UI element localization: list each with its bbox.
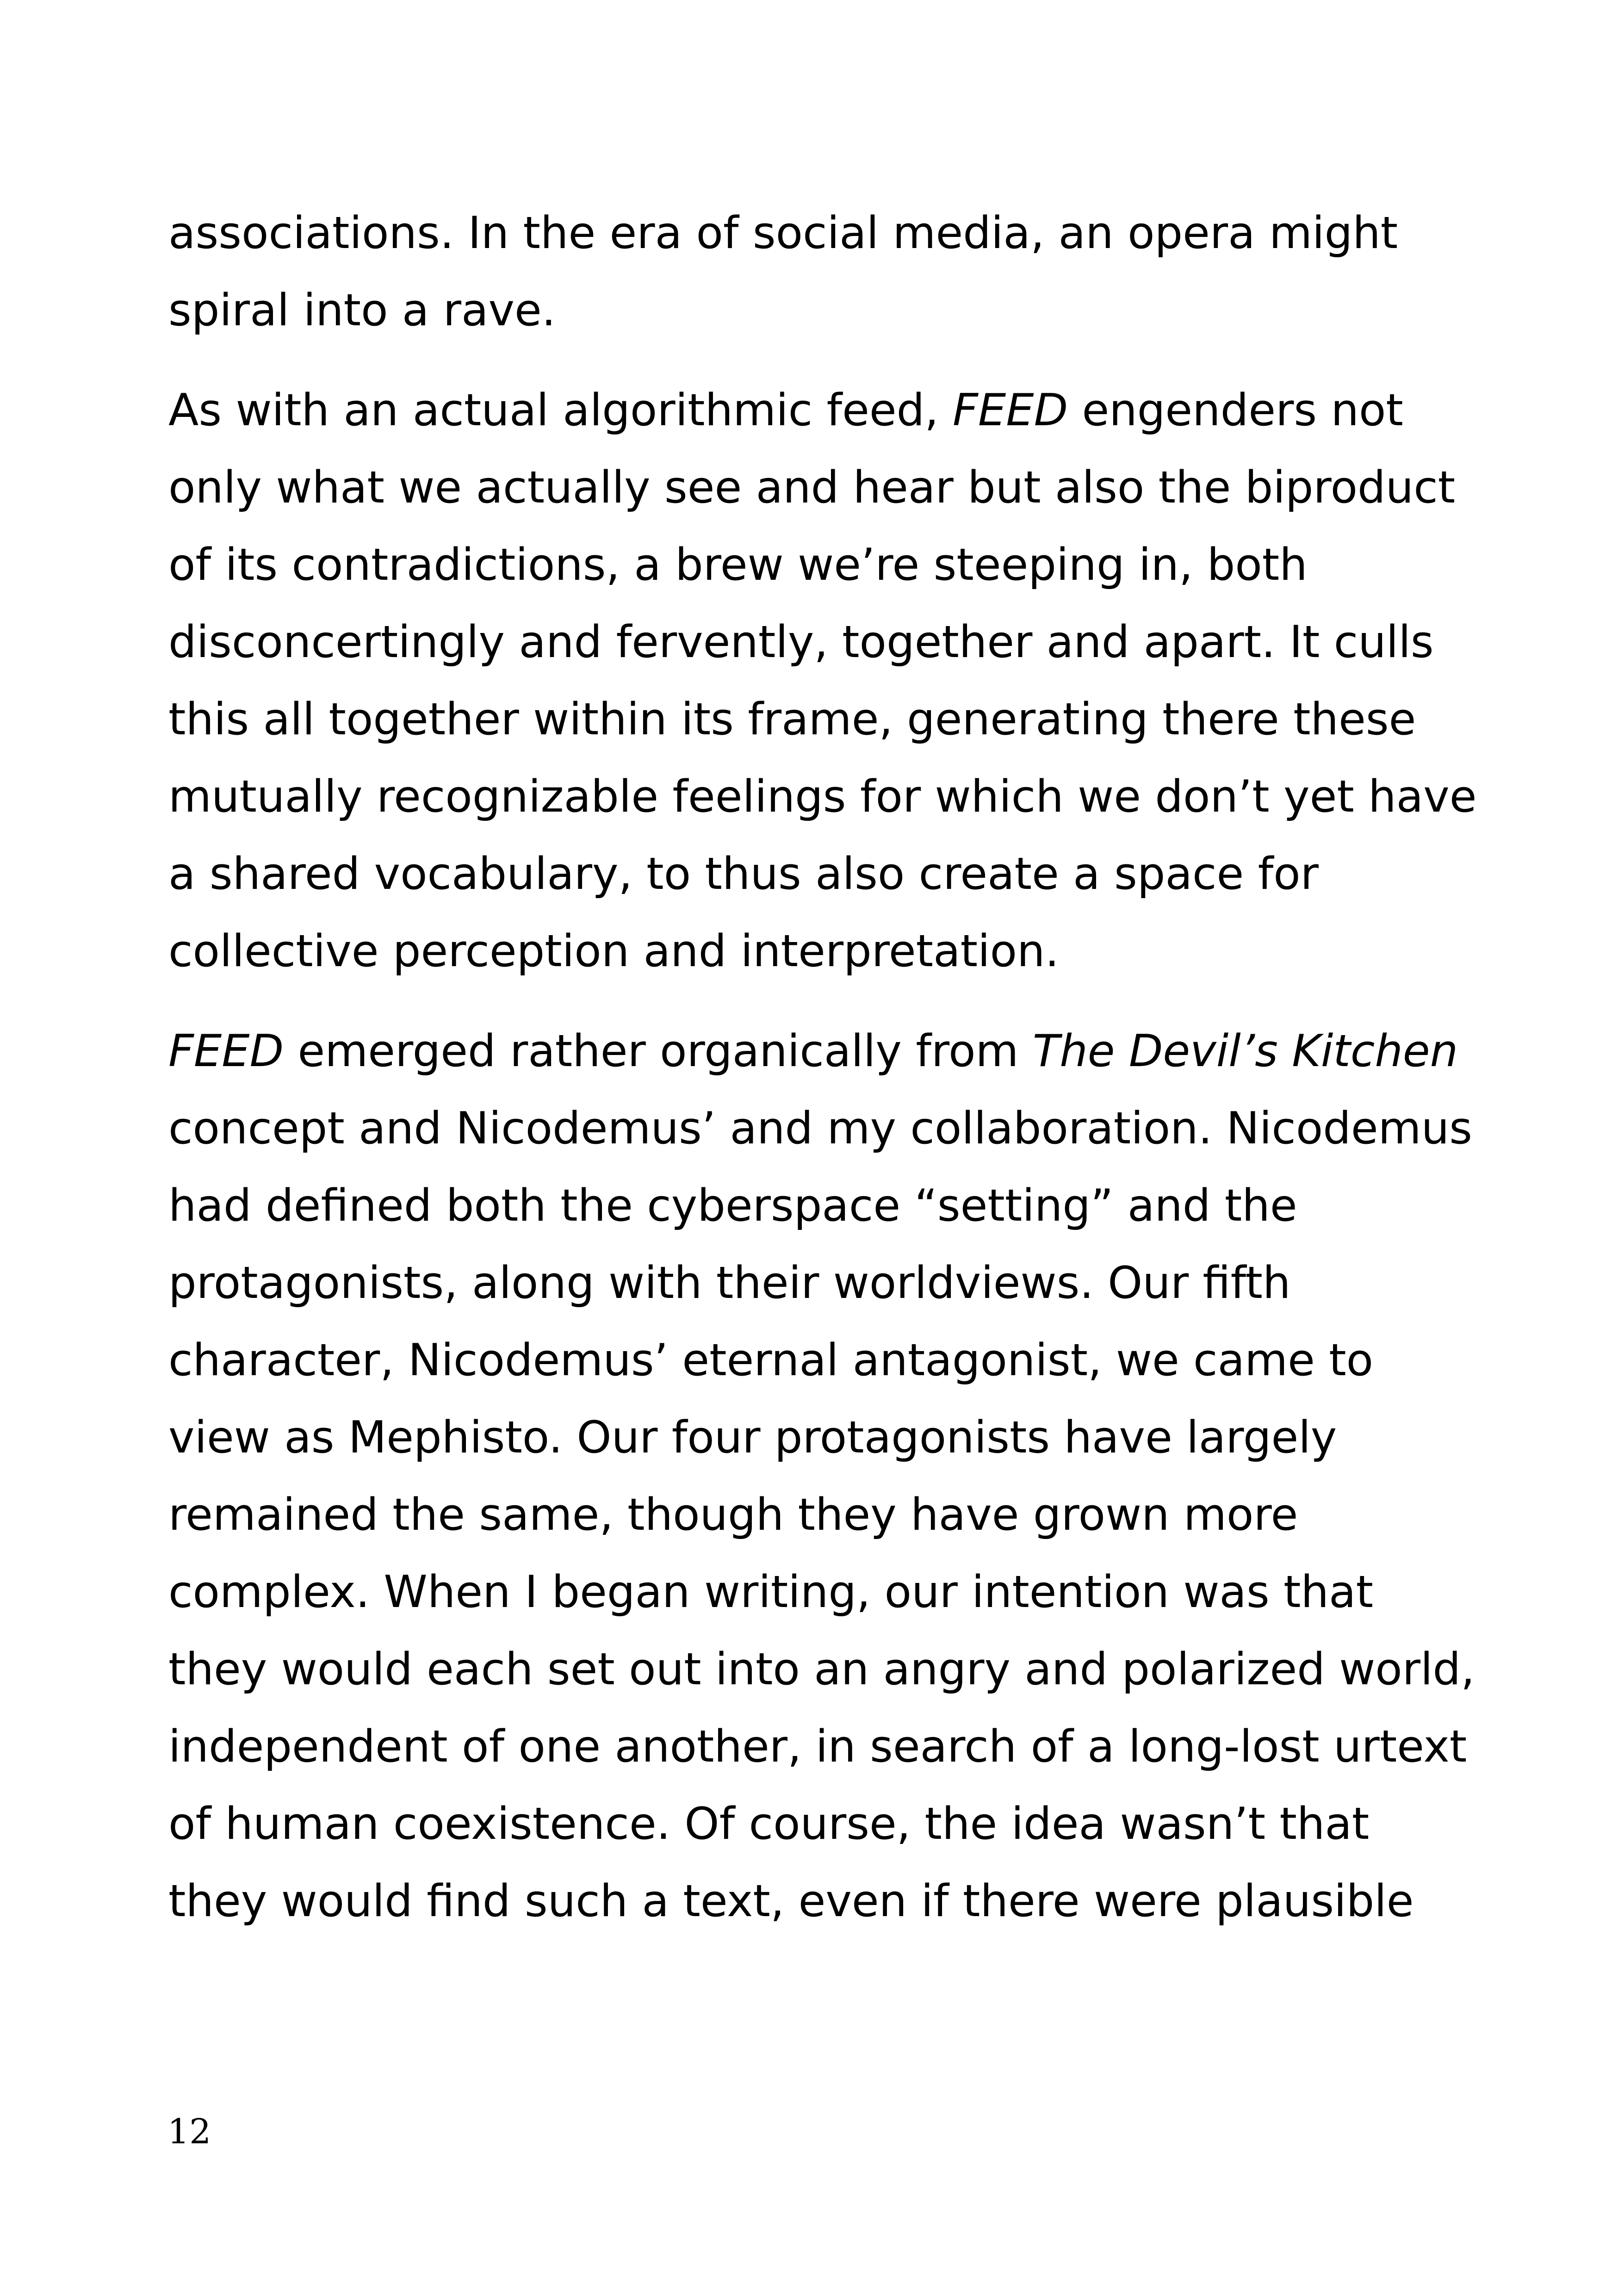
text-segment: this all together within its frame, generating there these (168, 693, 1416, 745)
text-segment: As with an actual algorithmic feed, (168, 384, 953, 436)
text-segment: mutually recognizable feelings for which we don’t yet have (168, 770, 1477, 822)
text-line (168, 1553, 1464, 1631)
text-line (168, 1322, 1464, 1399)
text-segment: collective perception and interpretation. (168, 925, 1059, 977)
text-line (168, 1862, 1464, 1940)
text-segment: associations. In the era of social media, an opera might (168, 207, 1398, 259)
text-segment: view as Mephisto. Our four protagonists have largely (168, 1411, 1337, 1463)
text-line (168, 681, 1464, 758)
text-segment: character, Nicodemus’ eternal antagonist, we came to (168, 1334, 1374, 1386)
text-line (168, 758, 1477, 835)
text-segment: engenders not (1068, 384, 1403, 436)
text-segment: protagonists, along with their worldviews. Our fifth (168, 1257, 1291, 1309)
text-segment: remained the same, though they have grown more (168, 1489, 1298, 1540)
text-segment: spiral into a rave. (168, 284, 556, 336)
text-segment: concept and Nicodemus’ and my collaboration. Nicodemus (168, 1102, 1472, 1154)
text-segment: they would each set out into an angry and polarized world, (168, 1643, 1475, 1695)
text-segment: complex. When I began writing, our intention was that (168, 1566, 1374, 1618)
text-line (168, 449, 1464, 526)
text-line (168, 1012, 1464, 1090)
paragraph (168, 194, 1464, 349)
page-number: 12 (167, 2112, 211, 2152)
text-line (168, 526, 1464, 603)
text-segment: had defined both the cyberspace “setting” and the (168, 1179, 1297, 1231)
paragraph (168, 372, 1477, 990)
text-segment: a shared vocabulary, to thus also create a space for (168, 848, 1319, 900)
text-segment: independent of one another, in search of a long-lost urtext (168, 1720, 1467, 1772)
text-segment: disconcertingly and fervently, together and apart. It culls (168, 616, 1434, 668)
italic-title: The Devil’s Kitchen (1032, 1025, 1458, 1077)
text-line (168, 194, 1464, 272)
text-segment: only what we actually see and hear but also the biproduct (168, 461, 1456, 513)
text-line (168, 1476, 1464, 1553)
body-text (168, 194, 1477, 1940)
text-line (168, 1399, 1464, 1476)
text-segment: emerged rather organically from (284, 1025, 1033, 1077)
text-segment: of its contradictions, a brew we’re steeping in, both (168, 539, 1308, 590)
text-segment: they would find such a text, even if there were plausible (168, 1875, 1414, 1927)
text-line (168, 1167, 1464, 1244)
text-line (168, 1090, 1472, 1167)
italic-title: FEED (953, 384, 1068, 436)
text-line (168, 835, 1464, 912)
text-segment: of human coexistence. Of course, the idea wasn’t that (168, 1798, 1370, 1849)
text-line (168, 1785, 1464, 1862)
text-line (168, 372, 1464, 449)
text-line (168, 1244, 1464, 1322)
text-line (168, 603, 1464, 681)
text-line (168, 1631, 1475, 1708)
text-line (168, 272, 1464, 349)
paragraph (168, 1012, 1475, 1940)
text-line (168, 1708, 1467, 1785)
italic-title: FEED (168, 1025, 284, 1077)
text-line (168, 912, 1464, 990)
